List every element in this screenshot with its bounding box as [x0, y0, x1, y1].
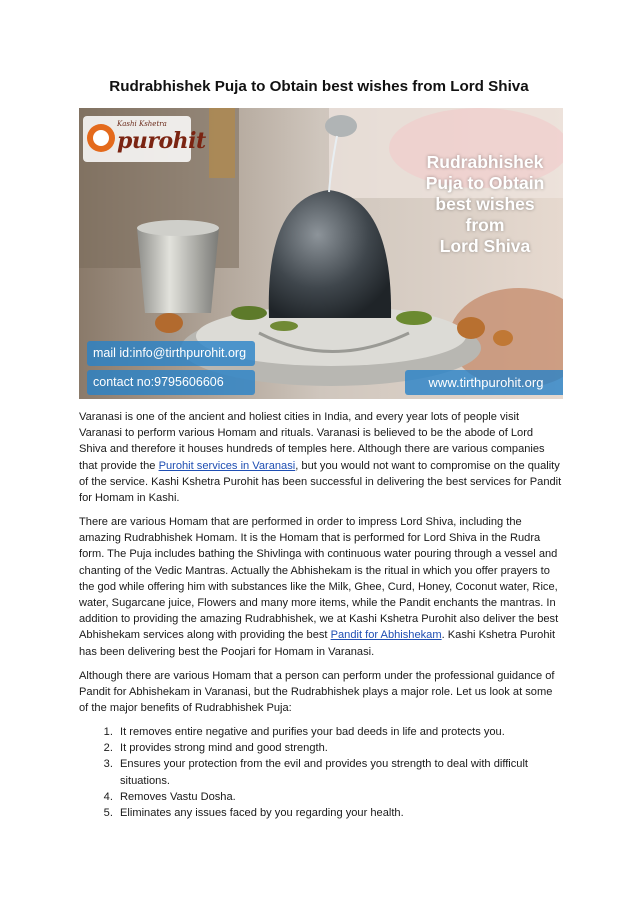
paragraph-benefits-intro: Although there are various Homam that a person can perform under the professional guidance of Pandit for Abhishekam in Varanasi, but the Rudrabhishek plays a major role. Let us look at some of the major benefits of Rudrabhishek Puja:	[79, 669, 555, 715]
kashi-kshetra-purohit-logo	[87, 120, 206, 162]
hero-overlay-title	[415, 152, 555, 257]
overlay-line: Lord Shiva	[439, 236, 531, 256]
website-banner: www.tirthpurohit.org	[405, 370, 563, 395]
mail-banner: mail id:info@tirthpurohit.org	[87, 341, 255, 366]
contact-banner: contact no:9795606606	[87, 370, 255, 395]
purohit-services-link[interactable]: Purohit services in Varanasi	[158, 459, 296, 472]
article-body	[79, 409, 563, 821]
list-item: 4. Removes Vastu Dosha.	[116, 789, 563, 805]
list-item: 2. It provides strong mind and good strength.	[116, 740, 563, 756]
logo-small-text: Kashi Kshetra	[117, 120, 167, 128]
paragraph-text: , but you would not want to compromise on the quality of the service. Kashi Kshetra Purohit has been successful in delivering the best services for Pandit for Homam in Kashi.	[79, 459, 562, 505]
hero-image	[79, 108, 563, 399]
benefits-list	[79, 724, 563, 821]
pandit-abhishekam-link[interactable]: Pandit for Abhishekam	[330, 629, 442, 642]
list-item: 1. It removes entire negative and purifies your bad deeds in life and protects you.	[116, 724, 563, 740]
paragraph-text: There are various Homam that are performed in order to impress Lord Shiva, including the amazing Rudrabhishek Homam. It is the Homam that is performed for Lord Shiva in the Rudra form. The Puja includes bathing the Shivlinga with continuous water pouring through a vessel and chanting of the Vedic Mantras. Actually the Abhishekam is the ritual in which you offer prayers to the god while offering him with substances like the Milk, Ghee, Curd, Honey, Coconut water, Rice, water, Sugarcane juice, Flowers and many more items, while the Pandit enchants the mantras. In addition to providing the amazing Rudrabhishek, we at Kashi Kshetra Purohit also deliver the best Abhishekam services along with providing the best	[79, 516, 559, 642]
paragraph-text: Varanasi is one of the ancient and holiest cities in India, and every year lots of people visit Varanasi to perform various Homam and rituals. Varanasi is believed to be the abode of Lord Shiva and therefore it houses hundreds of temples here. Although there are various companies that provide the	[79, 411, 545, 472]
overlay-line: Puja to Obtain	[425, 173, 545, 193]
paragraph-text: . Kashi Kshetra Purohit has been delivering best the Poojari for Homam in Varanasi.	[79, 629, 556, 658]
page-title: Rudrabhishek Puja to Obtain best wishes from Lord Shiva	[109, 78, 529, 95]
list-item: 5. Eliminates any issues faced by you regarding your health.	[116, 805, 563, 821]
logo-big-text: purohit	[117, 128, 206, 154]
overlay-line: best wishes	[435, 194, 535, 214]
overlay-line: Rudrabhishek	[426, 152, 544, 172]
overlay-line: from	[465, 215, 505, 235]
paragraph-intro	[79, 409, 563, 506]
list-item: 3. Ensures your protection from the evil and provides you strength to deal with difficult situations.	[116, 756, 563, 788]
paragraph-homam	[79, 514, 563, 660]
